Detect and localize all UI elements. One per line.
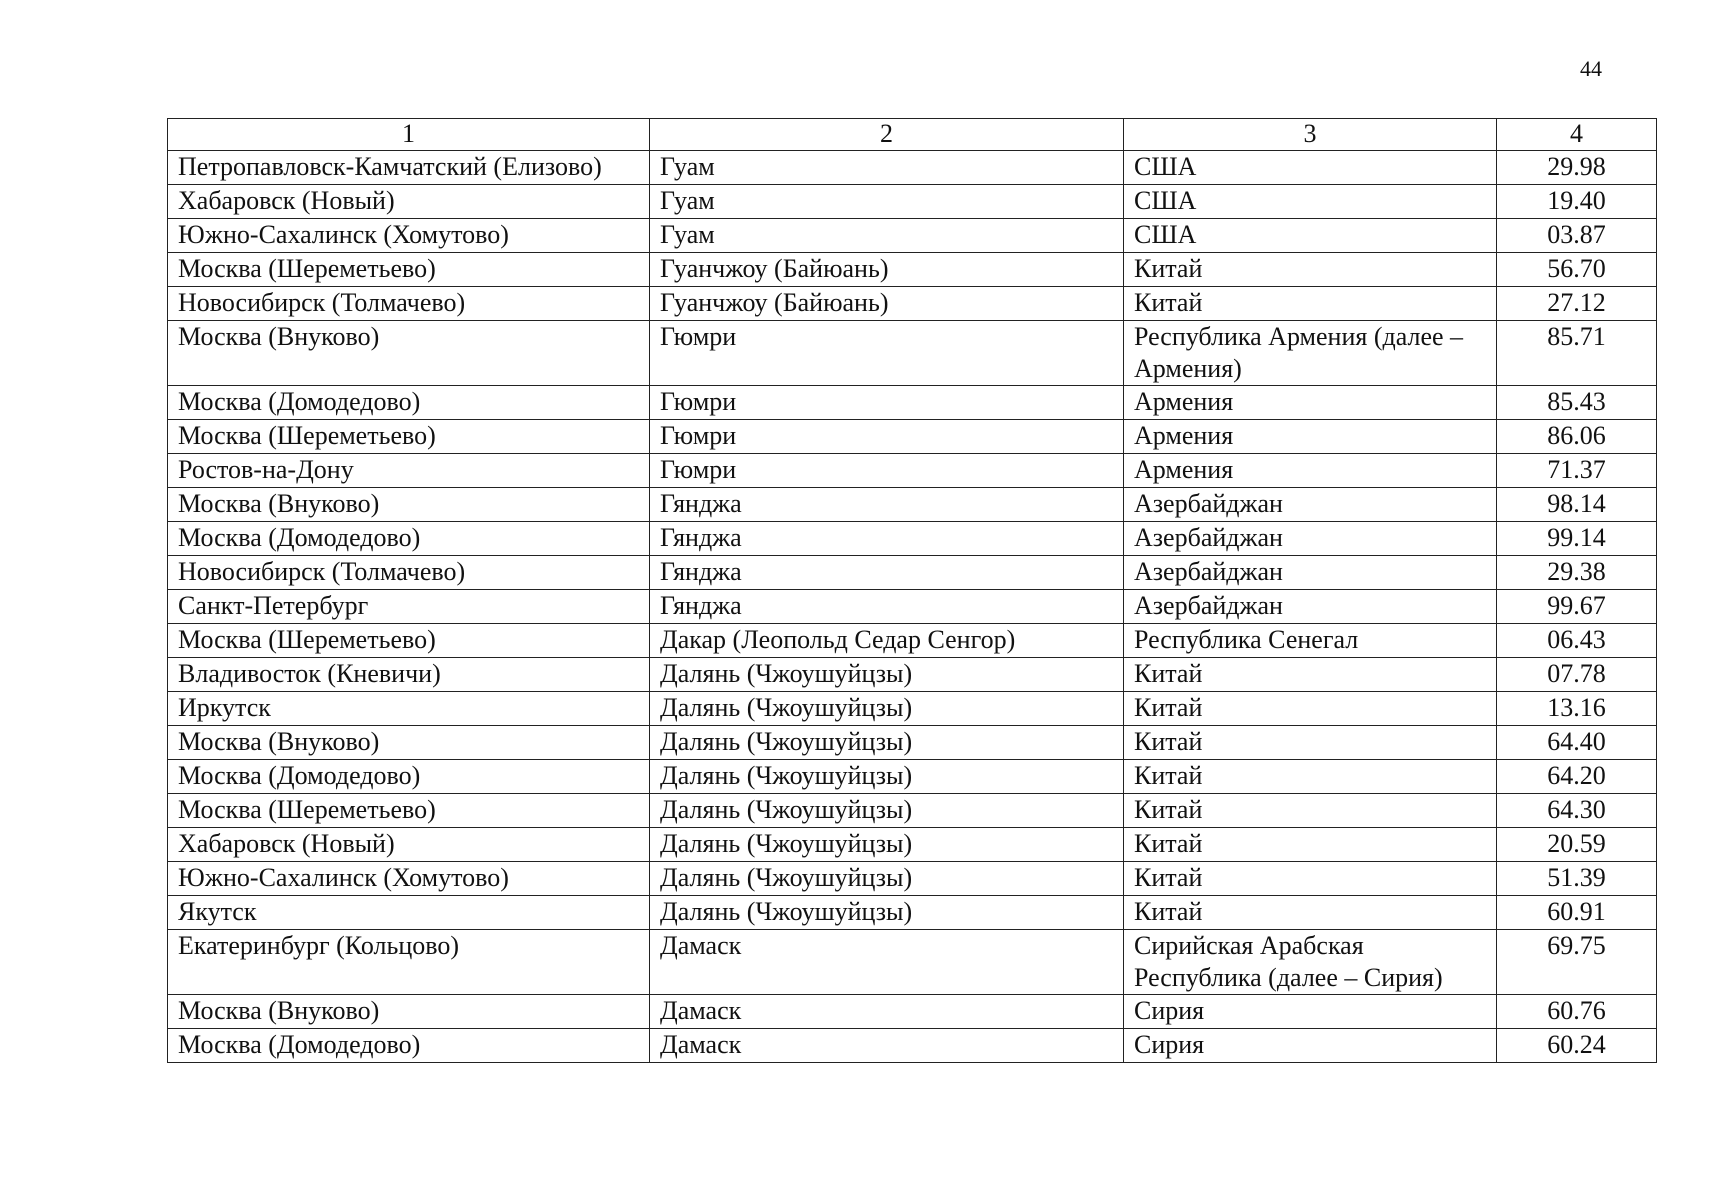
value-cell: 98.14 bbox=[1497, 488, 1657, 522]
origin-cell: Москва (Домодедово) bbox=[168, 760, 650, 794]
country-cell: Китай bbox=[1124, 726, 1497, 760]
origin-cell: Москва (Домодедово) bbox=[168, 386, 650, 420]
country-cell: Сирия bbox=[1124, 1029, 1497, 1063]
value-cell: 71.37 bbox=[1497, 454, 1657, 488]
origin-cell: Москва (Шереметьево) bbox=[168, 624, 650, 658]
origin-cell: Хабаровск (Новый) bbox=[168, 828, 650, 862]
table-row bbox=[168, 185, 1657, 219]
column-header-1: 1 bbox=[168, 119, 650, 151]
value-cell: 60.76 bbox=[1497, 995, 1657, 1029]
value-cell: 51.39 bbox=[1497, 862, 1657, 896]
value-cell: 29.98 bbox=[1497, 151, 1657, 185]
value-cell: 64.40 bbox=[1497, 726, 1657, 760]
table-row bbox=[168, 760, 1657, 794]
origin-cell: Москва (Домодедово) bbox=[168, 522, 650, 556]
country-cell: Армения bbox=[1124, 420, 1497, 454]
country-cell: Китай bbox=[1124, 287, 1497, 321]
country-cell: Китай bbox=[1124, 862, 1497, 896]
country-cell: США bbox=[1124, 151, 1497, 185]
table-row bbox=[168, 556, 1657, 590]
value-cell: 13.16 bbox=[1497, 692, 1657, 726]
header-row bbox=[168, 119, 1657, 151]
table-row bbox=[168, 828, 1657, 862]
value-cell: 29.38 bbox=[1497, 556, 1657, 590]
table-row bbox=[168, 726, 1657, 760]
country-cell: Армения bbox=[1124, 454, 1497, 488]
value-cell: 85.43 bbox=[1497, 386, 1657, 420]
page-number: 44 bbox=[1580, 56, 1602, 81]
country-cell: Китай bbox=[1124, 828, 1497, 862]
country-cell: Китай bbox=[1124, 658, 1497, 692]
table-row bbox=[168, 794, 1657, 828]
table-row bbox=[168, 1029, 1657, 1063]
value-cell: 64.30 bbox=[1497, 794, 1657, 828]
value-cell: 60.24 bbox=[1497, 1029, 1657, 1063]
value-cell: 99.14 bbox=[1497, 522, 1657, 556]
table-row bbox=[168, 454, 1657, 488]
origin-cell: Москва (Внуково) bbox=[168, 726, 650, 760]
destination-cell: Гуанчжоу (Байюань) bbox=[650, 287, 1124, 321]
destination-cell: Гуам bbox=[650, 151, 1124, 185]
destination-cell: Гянджа bbox=[650, 488, 1124, 522]
destination-cell: Гюмри bbox=[650, 321, 1124, 386]
origin-cell: Владивосток (Кневичи) bbox=[168, 658, 650, 692]
table-row bbox=[168, 692, 1657, 726]
country-cell: Азербайджан bbox=[1124, 590, 1497, 624]
country-cell: США bbox=[1124, 219, 1497, 253]
table-row bbox=[168, 930, 1657, 995]
origin-cell: Южно-Сахалинск (Хомутово) bbox=[168, 862, 650, 896]
country-cell: Китай bbox=[1124, 760, 1497, 794]
country-cell: Армения bbox=[1124, 386, 1497, 420]
country-cell: США bbox=[1124, 185, 1497, 219]
value-cell: 64.20 bbox=[1497, 760, 1657, 794]
value-cell: 27.12 bbox=[1497, 287, 1657, 321]
column-header-2: 2 bbox=[650, 119, 1124, 151]
origin-cell: Хабаровск (Новый) bbox=[168, 185, 650, 219]
table-row bbox=[168, 287, 1657, 321]
destination-cell: Гуанчжоу (Байюань) bbox=[650, 253, 1124, 287]
destination-cell: Далянь (Чжоушуйцзы) bbox=[650, 760, 1124, 794]
country-cell: Сирия bbox=[1124, 995, 1497, 1029]
value-cell: 06.43 bbox=[1497, 624, 1657, 658]
origin-cell: Ростов-на-Дону bbox=[168, 454, 650, 488]
destination-cell: Далянь (Чжоушуйцзы) bbox=[650, 794, 1124, 828]
country-cell: Республика Сенегал bbox=[1124, 624, 1497, 658]
origin-cell: Москва (Домодедово) bbox=[168, 1029, 650, 1063]
country-cell: Китай bbox=[1124, 896, 1497, 930]
column-header-3: 3 bbox=[1124, 119, 1497, 151]
table-row bbox=[168, 658, 1657, 692]
origin-cell: Новосибирск (Толмачево) bbox=[168, 556, 650, 590]
origin-cell: Москва (Внуково) bbox=[168, 488, 650, 522]
table-row bbox=[168, 219, 1657, 253]
destination-cell: Далянь (Чжоушуйцзы) bbox=[650, 862, 1124, 896]
country-cell: Азербайджан bbox=[1124, 488, 1497, 522]
destination-cell: Дамаск bbox=[650, 995, 1124, 1029]
country-cell: Китай bbox=[1124, 253, 1497, 287]
table-row bbox=[168, 321, 1657, 386]
table-row bbox=[168, 590, 1657, 624]
destination-cell: Гюмри bbox=[650, 420, 1124, 454]
destination-cell: Гюмри bbox=[650, 386, 1124, 420]
destination-cell: Гуам bbox=[650, 185, 1124, 219]
destination-cell: Дамаск bbox=[650, 1029, 1124, 1063]
country-cell: Китай bbox=[1124, 692, 1497, 726]
column-header-4: 4 bbox=[1497, 119, 1657, 151]
origin-cell: Иркутск bbox=[168, 692, 650, 726]
country-cell: Азербайджан bbox=[1124, 556, 1497, 590]
destination-cell: Дакар (Леопольд Седар Сенгор) bbox=[650, 624, 1124, 658]
origin-cell: Южно-Сахалинск (Хомутово) bbox=[168, 219, 650, 253]
country-cell: Сирийская Арабская Республика (далее – Сирия) bbox=[1124, 930, 1497, 995]
table-row bbox=[168, 488, 1657, 522]
country-cell: Азербайджан bbox=[1124, 522, 1497, 556]
origin-cell: Москва (Шереметьево) bbox=[168, 794, 650, 828]
origin-cell: Москва (Шереметьево) bbox=[168, 420, 650, 454]
origin-cell: Москва (Внуково) bbox=[168, 321, 650, 386]
origin-cell: Новосибирск (Толмачево) bbox=[168, 287, 650, 321]
value-cell: 69.75 bbox=[1497, 930, 1657, 995]
destination-cell: Гянджа bbox=[650, 590, 1124, 624]
destination-cell: Гянджа bbox=[650, 556, 1124, 590]
value-cell: 85.71 bbox=[1497, 321, 1657, 386]
value-cell: 60.91 bbox=[1497, 896, 1657, 930]
table-row bbox=[168, 624, 1657, 658]
value-cell: 07.78 bbox=[1497, 658, 1657, 692]
table-row bbox=[168, 995, 1657, 1029]
value-cell: 56.70 bbox=[1497, 253, 1657, 287]
table-row bbox=[168, 151, 1657, 185]
origin-cell: Якутск bbox=[168, 896, 650, 930]
origin-cell: Москва (Шереметьево) bbox=[168, 253, 650, 287]
value-cell: 20.59 bbox=[1497, 828, 1657, 862]
table-body bbox=[168, 151, 1657, 1063]
table-row bbox=[168, 386, 1657, 420]
destination-cell: Гуам bbox=[650, 219, 1124, 253]
destination-cell: Далянь (Чжоушуйцзы) bbox=[650, 828, 1124, 862]
table-row bbox=[168, 420, 1657, 454]
value-cell: 86.06 bbox=[1497, 420, 1657, 454]
destination-cell: Далянь (Чжоушуйцзы) bbox=[650, 896, 1124, 930]
origin-cell: Екатеринбург (Кольцово) bbox=[168, 930, 650, 995]
destination-cell: Гянджа bbox=[650, 522, 1124, 556]
destination-cell: Далянь (Чжоушуйцзы) bbox=[650, 658, 1124, 692]
country-cell: Китай bbox=[1124, 794, 1497, 828]
table-row bbox=[168, 862, 1657, 896]
table-header bbox=[168, 119, 1657, 151]
destination-cell: Дамаск bbox=[650, 930, 1124, 995]
value-cell: 19.40 bbox=[1497, 185, 1657, 219]
country-cell: Республика Армения (далее – Армения) bbox=[1124, 321, 1497, 386]
value-cell: 99.67 bbox=[1497, 590, 1657, 624]
destination-cell: Далянь (Чжоушуйцзы) bbox=[650, 726, 1124, 760]
origin-cell: Москва (Внуково) bbox=[168, 995, 650, 1029]
origin-cell: Санкт-Петербург bbox=[168, 590, 650, 624]
destination-cell: Далянь (Чжоушуйцзы) bbox=[650, 692, 1124, 726]
table-row bbox=[168, 522, 1657, 556]
table-row bbox=[168, 253, 1657, 287]
table-row bbox=[168, 896, 1657, 930]
routes-table bbox=[167, 118, 1657, 1063]
origin-cell: Петропавловск-Камчатский (Елизово) bbox=[168, 151, 650, 185]
value-cell: 03.87 bbox=[1497, 219, 1657, 253]
destination-cell: Гюмри bbox=[650, 454, 1124, 488]
